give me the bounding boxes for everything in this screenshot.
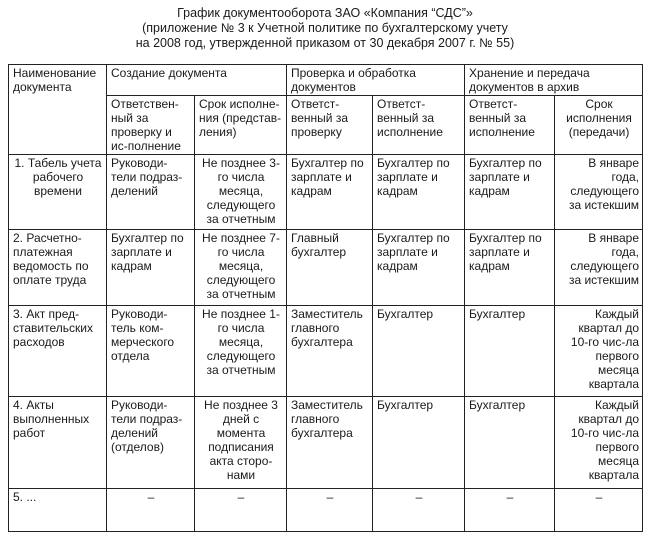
cell-doc-name: 2. Расчетно-платежная ведомость по оплате труда [9,230,107,305]
header-storage: Хранение и передача документов в архив [465,65,643,96]
subheader-creation-resp: Ответствен-ный за проверку и ис-полнение [107,95,195,154]
subheader-storage-resp: Ответст-венный за исполнение [465,95,555,154]
cell-check-resp-check: Главный бухгалтер [287,230,373,305]
subheader-check-resp-exec: Ответст-венный за исполнение [373,95,465,154]
cell-creation-term: Не позднее 3-го числа месяца, следующего за отчетным [195,154,287,229]
table-row [9,397,643,489]
cell-check-resp-check: Заместитель главного бухгалтера [287,397,373,489]
header-doc-name: Наименование документа [9,65,107,155]
cell-storage-term: – [555,489,643,532]
cell-check-resp-exec: Бухгалтер по зарплате и кадрам [373,230,465,305]
cell-doc-name: 3. Акт пред-ставительских расходов [9,305,107,397]
cell-doc-name: 4. Акты выполненных работ [9,397,107,489]
subheader-check-resp-check: Ответст-венный за проверку [287,95,373,154]
title-line-1: График документооборота ЗАО «Компания “СДС”» [177,6,473,20]
cell-creation-resp: Бухгалтер по зарплате и кадрам [107,230,195,305]
cell-check-resp-exec: Бухгалтер по зарплате и кадрам [373,154,465,229]
cell-storage-resp: Бухгалтер по зарплате и кадрам [465,230,555,305]
cell-storage-resp: Бухгалтер [465,305,555,397]
cell-storage-resp: Бухгалтер [465,397,555,489]
cell-check-resp-exec: Бухгалтер [373,305,465,397]
cell-doc-name: 1. Табель учета рабочего времени [9,154,107,229]
cell-creation-resp: – [107,489,195,532]
cell-creation-term: – [195,489,287,532]
cell-storage-resp: – [465,489,555,532]
table-row [9,154,643,229]
document-flow-table [8,64,643,532]
cell-check-resp-exec: – [373,489,465,532]
table-row [9,230,643,305]
cell-storage-term: Каждый квартал до 10-го чис-ла первого месяца квартала [555,305,643,397]
cell-creation-term: Не позднее 1-го числа месяца, следующего за отчетным [195,305,287,397]
cell-check-resp-check: – [287,489,373,532]
cell-creation-resp: Руководи-тель ком-мерческого отдела [107,305,195,397]
subheader-storage-term: Срок исполнения (передачи) [555,95,643,154]
header-check: Проверка и обработка документов [287,65,465,96]
cell-check-resp-check: Заместитель главного бухгалтера [287,305,373,397]
cell-creation-resp: Руководи-тели подраз-делений (отделов) [107,397,195,489]
cell-check-resp-check: Бухгалтер по зарплате и кадрам [287,154,373,229]
cell-storage-term: В январе года, следующего за истекшим [555,230,643,305]
cell-creation-term: Не позднее 3 дней с момента подписания акта сторо-нами [195,397,287,489]
header-row [9,65,643,96]
cell-creation-term: Не позднее 7-го числа месяца, следующего за отчетным [195,230,287,305]
table-row [9,489,643,532]
cell-storage-term: Каждый квартал до 10-го чис-ла первого месяца квартала [555,397,643,489]
cell-creation-resp: Руководи-тели подраз-делений [107,154,195,229]
cell-doc-name: 5. ... [9,489,107,532]
document-title [0,0,650,54]
title-line-3: на 2008 год, утвержденной приказом от 30 декабря 2007 г. № 55) [135,36,515,50]
title-line-2: (приложение № 3 к Учетной политике по бухгалтерскому учету [142,21,508,35]
cell-storage-term: В январе года, следующего за истекшим [555,154,643,229]
subheader-creation-term: Срок исполне-ния (представ-ления) [195,95,287,154]
table-row [9,305,643,397]
header-creation: Создание документа [107,65,287,96]
cell-check-resp-exec: Бухгалтер [373,397,465,489]
cell-storage-resp: Бухгалтер по зарплате и кадрам [465,154,555,229]
